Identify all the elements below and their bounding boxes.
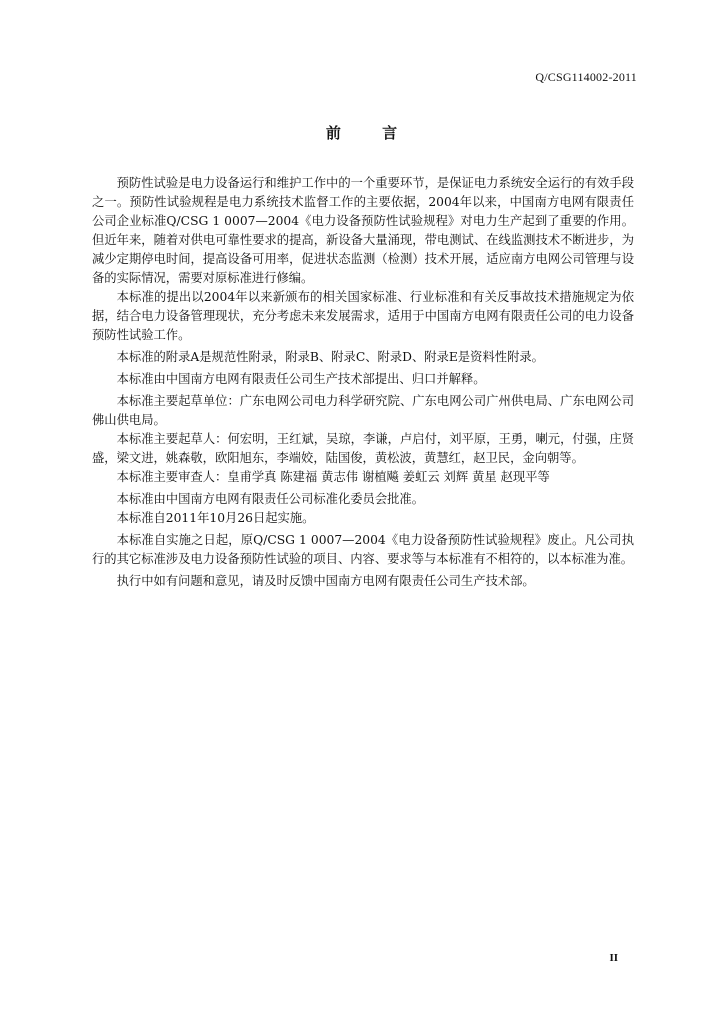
preface-body [92,174,634,591]
paragraph-appendix: 本标准的附录A是规范性附录，附录B、附录C、附录D、附录E是资料性附录。 [116,350,544,364]
paragraph-drafters: 本标准主要起草人：何宏明，王红斌，吴琼，李谦，卢启付，刘平原，王勇，喇元，付强，庄贤盛，梁文进，姚森敬，欧阳旭东，李端姣，陆国俊，黄松波，黄慧红，赵卫民，金向朝等。 [92,432,634,465]
paragraph-proposer: 本标准由中国南方电网有限责任公司生产技术部提出、归口并解释。 [116,372,486,386]
document-code: Q/CSG114002-2011 [535,70,637,84]
paragraph-supersedes: 本标准自实施之日起，原Q/CSG 1 0007—2004《电力设备预防性试验规程》废止。凡公司执行的其它标准涉及电力设备预防性试验的项目、内容、要求等与本标准有不相符的，以本标准为准。 [92,533,634,566]
paragraph-effective-date: 本标准自2011年10月26日起实施。 [116,511,315,525]
page-number: II [609,952,618,964]
page-title: 前 言 [325,124,416,142]
paragraph-approval: 本标准由中国南方电网有限责任公司标准化委员会批准。 [116,492,425,506]
paragraph-background: 预防性试验是电力设备运行和维护工作中的一个重要环节，是保证电力系统安全运行的有效手段之一。预防性试验规程是电力系统技术监督工作的主要依据，2004年以来，中国南方电网有限责任公司企业标准Q/CSG 1 0007—2004《电力设备预防性试验规程》对电力生产起到了重要的作用。但近年来，随着对供电可靠性要求的提高，新设备大量涌现，带电测试、在线监测技术不断进步，为减少定期停电时间，提高设备可用率，促进状态监测（检测）技术开展，适应南方电网公司管理与设备的实际情况，需要对原标准进行修编。 [92,176,634,285]
paragraph-drafting-units: 本标准主要起草单位：广东电网公司电力科学研究院、广东电网公司广州供电局、广东电网公司佛山供电局。 [92,394,634,427]
paragraph-reviewers: 本标准主要审查人：皇甫学真 陈建福 黄志伟 谢植飚 姜虹云 刘辉 黄星 赵现平等 [116,470,550,484]
paragraph-basis: 本标准的提出以2004年以来新颁布的相关国家标准、行业标准和有关反事故技术措施规定为依据，结合电力设备管理现状，充分考虑未来发展需求，适用于中国南方电网有限责任公司的电力设备预防性试验工作。 [92,290,634,342]
paragraph-feedback: 执行中如有问题和意见，请及时反馈中国南方电网有限责任公司生产技术部。 [116,574,535,588]
